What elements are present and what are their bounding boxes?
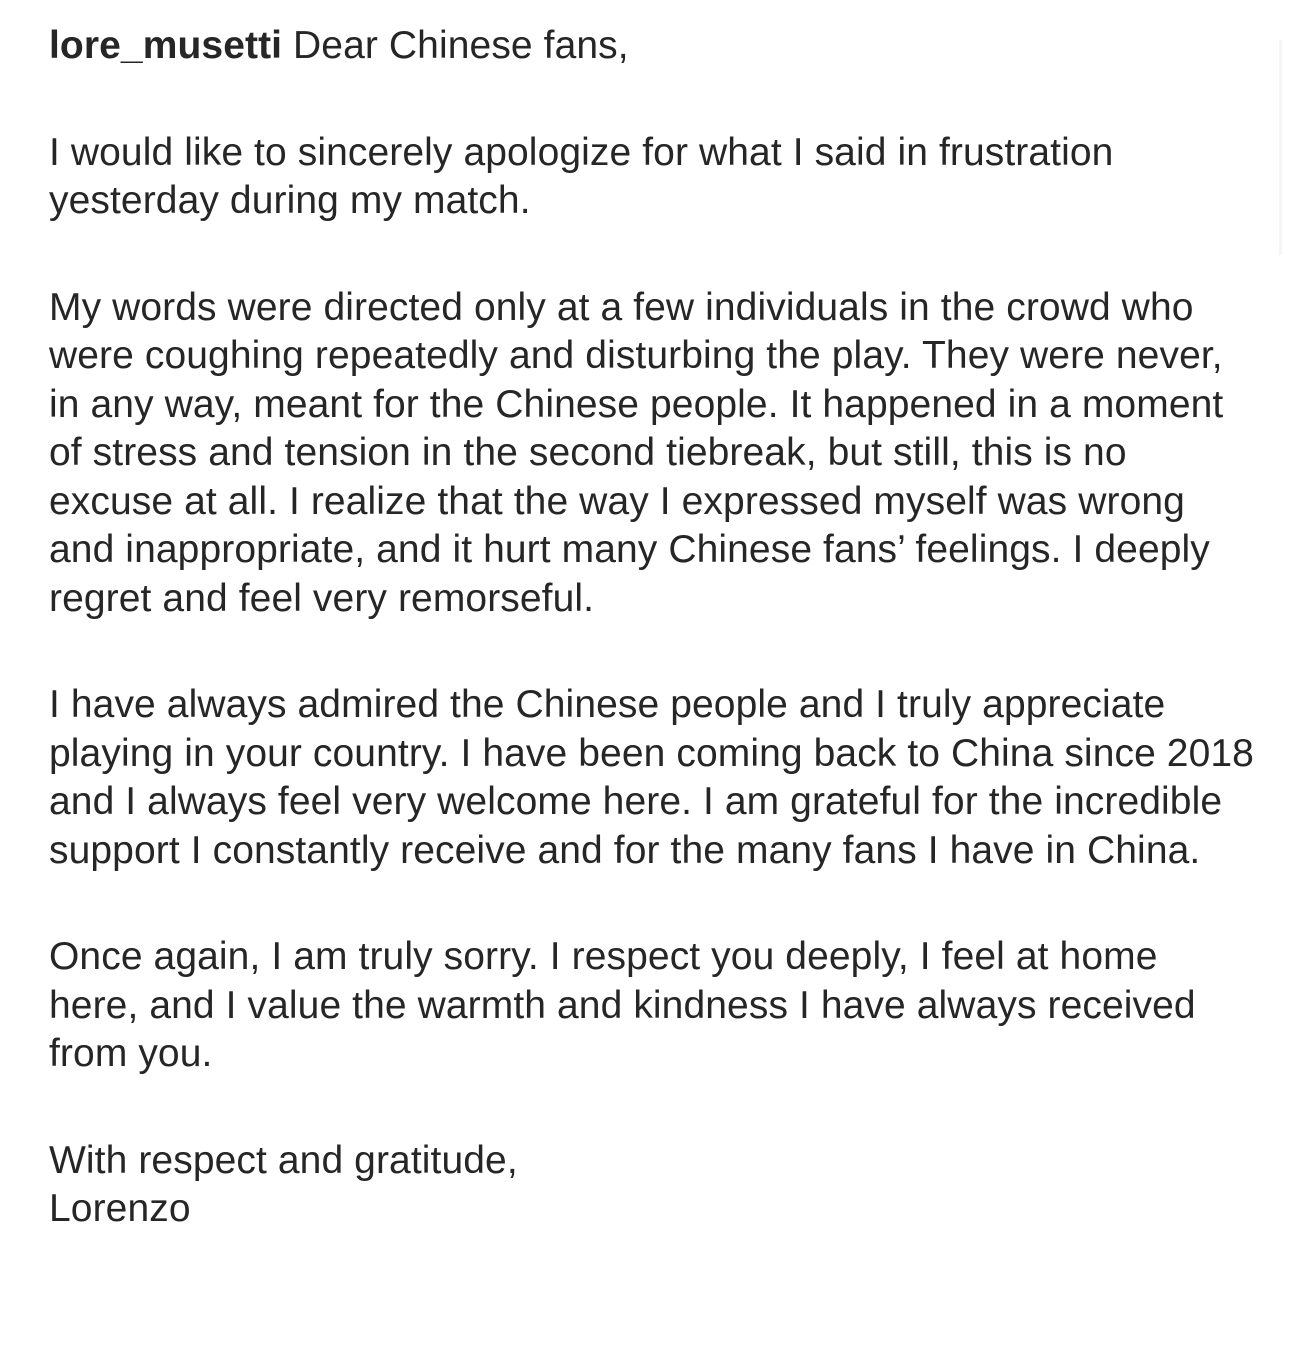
post-caption [49, 22, 1254, 1234]
scroll-edge [1279, 40, 1282, 255]
text-smudge-overlay [862, 590, 942, 630]
caption-paragraph-4: Once again, I am truly sorry. I respect you deeply, I feel at home here, and I value the warmth and kindness I have always received from you. [49, 935, 1196, 1075]
caption-paragraph-2: My words were directed only at a few individuals in the crowd who were coughing repeatedly and disturbing the play. They were never, in any way, meant for the Chinese people. It happened in a moment of stress and tension in the second tiebreak, but still, this is no excuse at all. I realize that the way I expressed myself was wrong and inappropriate, and it hurt many Chinese fans’ feelings. I deeply regret and feel very remorseful. [49, 285, 1224, 620]
caption-closing [49, 1137, 1254, 1234]
opening-greeting: Dear Chinese fans, [293, 24, 629, 67]
username-link[interactable]: lore_musetti [49, 24, 283, 67]
caption-opening-line [49, 22, 1254, 71]
caption-paragraph-1: I would like to sincerely apologize for what I said in frustration yesterday during my match. [49, 130, 1114, 222]
closing-line: With respect and gratitude, [49, 1138, 518, 1182]
caption-paragraph-3: I have always admired the Chinese people and I truly appreciate playing in your country. I have been coming back to China since 2018 and I always feel very welcome here. I am grateful for the incredible support I constantly receive and for the many fans I have in China. [49, 683, 1254, 872]
signature: Lorenzo [49, 1187, 191, 1230]
